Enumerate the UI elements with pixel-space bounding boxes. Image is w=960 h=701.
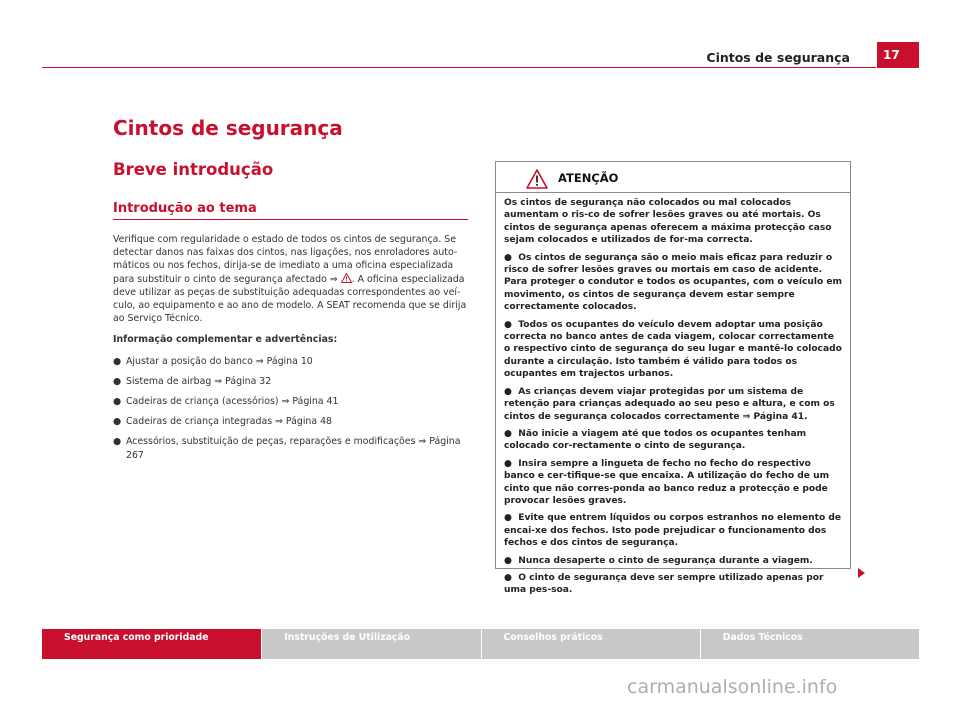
- intro-paragraph: [113, 233, 469, 325]
- intro-text-before: Verifique com regularidade o estado de todos os cintos de segurança. Se detectar danos nas faixas dos cintos, nas ligações, nos enroladores auto-máticos ou nos fechos, dirija-se de imediato a uma oficina especializada para substituir o cinto de segurança afectado ⇒: [113, 234, 458, 285]
- reference-list: [113, 355, 469, 462]
- list-item[interactable]: [113, 395, 469, 408]
- intro-column: [113, 233, 469, 469]
- watermark: carmanualsonline.info: [627, 676, 838, 698]
- warning-label: ATENÇÃO: [558, 171, 619, 185]
- warning-bullet: [504, 252, 842, 314]
- warning-bullet-text: Os cintos de segurança são o meio mais eficaz para reduzir o risco de sofrer lesões graves ou mortais em caso de acidente. Para proteger o condutor e todos os ocupantes, com o veículo em movimento, os cintos de segurança devem estar sempre correctamente colocados.: [504, 252, 842, 313]
- warning-bullet-text: Evite que entrem líquidos ou corpos estranhos no elemento de encai-xe dos fechos. Isto pode prejudicar o funcionamento dos fechos e dos cintos de segurança.: [504, 513, 842, 549]
- warning-bullet: [504, 555, 842, 567]
- bullet: ●: [504, 513, 512, 524]
- bullet: ●: [504, 555, 512, 566]
- warning-box: [495, 161, 851, 596]
- footer-tab-dados[interactable]: Dados Técnicos: [700, 629, 919, 659]
- list-item-text: Acessórios, substituição de peças, reparações e modificações ⇒ Página 267: [126, 436, 461, 461]
- footer-tab-seguranca[interactable]: Segurança como prioridade: [42, 629, 261, 659]
- info-heading: Informação complementar e advertências:: [113, 334, 338, 346]
- warning-bullet: [504, 319, 842, 381]
- warning-bullet: [504, 428, 842, 453]
- subsection-rule: [113, 219, 468, 220]
- list-item-text: Cadeiras de criança integradas ⇒ Página 48: [126, 416, 333, 428]
- warning-intro: Os cintos de segurança não colocados ou mal colocados aumentam o ris-co de sofrer lesões graves ou até mortais. Os cintos de segurança apenas oferecem a máxima protecção caso sejam colocados e utilizados de for-ma correcta.: [504, 198, 832, 246]
- list-item[interactable]: [113, 435, 469, 461]
- header-title: Cintos de segurança: [706, 50, 850, 65]
- footer-tab-conselhos[interactable]: Conselhos práticos: [481, 629, 700, 659]
- list-item-text: Ajustar a posição do banco ⇒ Página 10: [126, 355, 313, 367]
- page-number-badge: 17: [877, 42, 919, 68]
- warning-triangle-icon: [526, 169, 548, 189]
- warning-bullet: [504, 572, 842, 597]
- warning-bullet-text: Todos os ocupantes do veículo devem adoptar uma posição correcta no banco antes de cada viagem, colocar correctamente o respectivo cinto de segurança do seu lugar e mantê-lo colocado durante a circulação. Isto também é válido para todos os ocupantes em trajectos urbanos.: [504, 319, 842, 380]
- list-item[interactable]: [113, 355, 469, 368]
- intro-text-after: . A oficina especializada deve utilizar as peças de substituição adequadas correspondentes ao veí-culo, ao equipamento e ao ano de modelo. A SEAT recomenda que se dirija ao Serviço Técnico.: [113, 273, 467, 325]
- bullet: ●: [113, 436, 122, 448]
- continue-arrow-icon: [858, 568, 865, 578]
- warning-bullet: [504, 458, 842, 508]
- list-item[interactable]: [113, 415, 469, 428]
- warning-bullet-text: Não inicie a viagem até que todos os ocupantes tenham colocado cor-rectamente o cinto de segurança.: [504, 428, 807, 452]
- warning-bullet-text: As crianças devem viajar protegidas por um sistema de retenção para crianças adequado ao seu peso e altura, e com os cintos de segurança colocados correctamente ⇒ Página 41.: [504, 386, 835, 422]
- warning-header: [496, 162, 850, 193]
- warning-body: [496, 193, 850, 597]
- list-item-text: Cadeiras de criança (acessórios) ⇒ Página 41: [126, 396, 339, 408]
- warning-bullet: [504, 512, 842, 549]
- bullet: ●: [113, 355, 122, 367]
- footer-nav: [42, 629, 919, 659]
- bullet: ●: [504, 252, 512, 263]
- subsection-heading: Introdução ao tema: [113, 201, 257, 216]
- bullet: ●: [504, 428, 512, 439]
- list-item-text: Sistema de airbag ⇒ Página 32: [126, 375, 272, 387]
- list-item[interactable]: [113, 375, 469, 388]
- warning-triangle-icon[interactable]: [341, 273, 352, 283]
- header-rule: [42, 67, 876, 68]
- page-title: Cintos de segurança: [113, 116, 343, 140]
- bullet: ●: [113, 375, 122, 387]
- bullet: ●: [504, 572, 512, 583]
- bullet: ●: [504, 386, 512, 397]
- section-heading: Breve introdução: [113, 160, 274, 179]
- bullet: ●: [113, 396, 122, 408]
- warning-bullet: [504, 386, 842, 423]
- bullet: ●: [113, 416, 122, 428]
- bullet: ●: [504, 319, 512, 330]
- bullet: ●: [504, 458, 512, 469]
- warning-bullet-text: Nunca desaperte o cinto de segurança durante a viagem.: [518, 555, 813, 566]
- footer-tab-instrucoes[interactable]: Instruções de Utilização: [261, 629, 480, 659]
- warning-bullet-text: O cinto de segurança deve ser sempre utilizado apenas por uma pes-soa.: [504, 572, 824, 596]
- warning-bullet-text: Insira sempre a lingueta de fecho no fecho do respectivo banco e cer-tifique-se que encaixa. A utilização do fecho de um cinto que não corres-ponda ao banco reduz a protecção e pode provocar lesões graves.: [504, 458, 830, 506]
